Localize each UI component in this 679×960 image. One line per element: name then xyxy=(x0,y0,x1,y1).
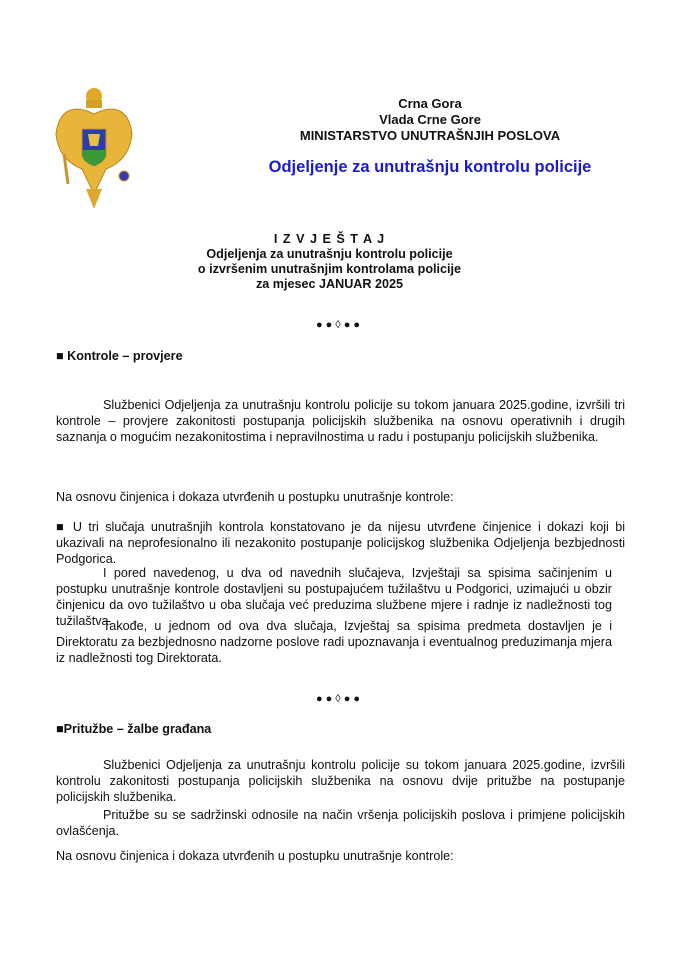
report-subtitle-3: za mjesec JANUAR 2025 xyxy=(255,277,403,291)
country-name: Crna Gora xyxy=(398,96,462,111)
paragraph: I pored navedenog, u dva od navednih slučajeva, Izvještaji sa spisima sačinjenim u postupku unutrašnje kontrole dostavljeni su postupajućem tužilaštvu u Podgorici, uzimajući u obzir činjenicu da ovo tužilaštvo u oba slučaja već preduzima službene mjere i radnje iz nadležnosti tog tužilaštva. xyxy=(56,566,612,628)
paragraph: Službenici Odjeljenja za unutrašnju kontrolu policije su tokom januara 2025.godine, izvršili kontrolu zakonitosti postupanja policijskih službenika na osnovu dvije pritužbe na postupanje policijskih službenika. xyxy=(56,758,625,804)
report-subtitle-1: Odjeljenja za unutrašnju kontrolu policije xyxy=(206,247,453,261)
department-name: Odjeljenje za unutrašnju kontrolu policije xyxy=(268,158,592,176)
paragraph: Službenici Odjeljenja za unutrašnju kontrolu policije su tokom januara 2025.godine, izvršili tri kontrole – provjere zakonitosti postupanja policijskih službenika na osnovu operativnih i drugih saznanja o mogućim nezakonitostima i nepravilnostima u radu i postupanju policijskih službenika. xyxy=(56,398,625,444)
government-name: Vlada Crne Gore xyxy=(379,112,481,127)
section-heading-complaints: ■Pritužbe – žalbe građana xyxy=(56,722,212,736)
divider: ●●◊●● xyxy=(315,693,363,705)
paragraph: Na osnovu činjenica i dokaza utvrđenih u postupku unutrašnje kontrole: xyxy=(56,849,454,863)
ministry-name: MINISTARSTVO UNUTRAŠNJIH POSLOVA xyxy=(299,128,561,143)
paragraph: Takođe, u jednom od ova dva slučaja, Izvještaj sa spisima predmeta dostavljen je i Direktoratu za bezbjednosno nadzorne poslove radi upoznavanja i eventualnog preduzimanja mjera iz nadležnosti tog Direktorata. xyxy=(56,619,612,665)
paragraph: Pritužbe su se sadržinski odnosile na način vršenja policijskih poslova i primjene policijskih ovlašćenja. xyxy=(56,808,625,838)
report-title xyxy=(0,232,669,292)
bullet-paragraph: ■ U tri slučaja unutrašnjih kontrola konstatovano je da nijesu utvrđene činjenice i dokazi koji bi ukazivali na neprofesionalno ili nezakonito postupanje policijskog službenika Odjeljenja bezbjednosti Podgorica. xyxy=(56,520,625,566)
divider: ●●◊●● xyxy=(315,319,363,331)
paragraph: Na osnovu činjenica i dokaza utvrđenih u postupku unutrašnje kontrole: xyxy=(56,490,454,504)
coat-of-arms-icon xyxy=(54,84,134,212)
report-heading: I Z V J E Š T A J xyxy=(273,232,386,246)
report-subtitle-2: o izvršenim unutrašnjim kontrolama policije xyxy=(197,262,462,276)
section-heading-controls: ■ Kontrole – provjere xyxy=(56,349,183,363)
